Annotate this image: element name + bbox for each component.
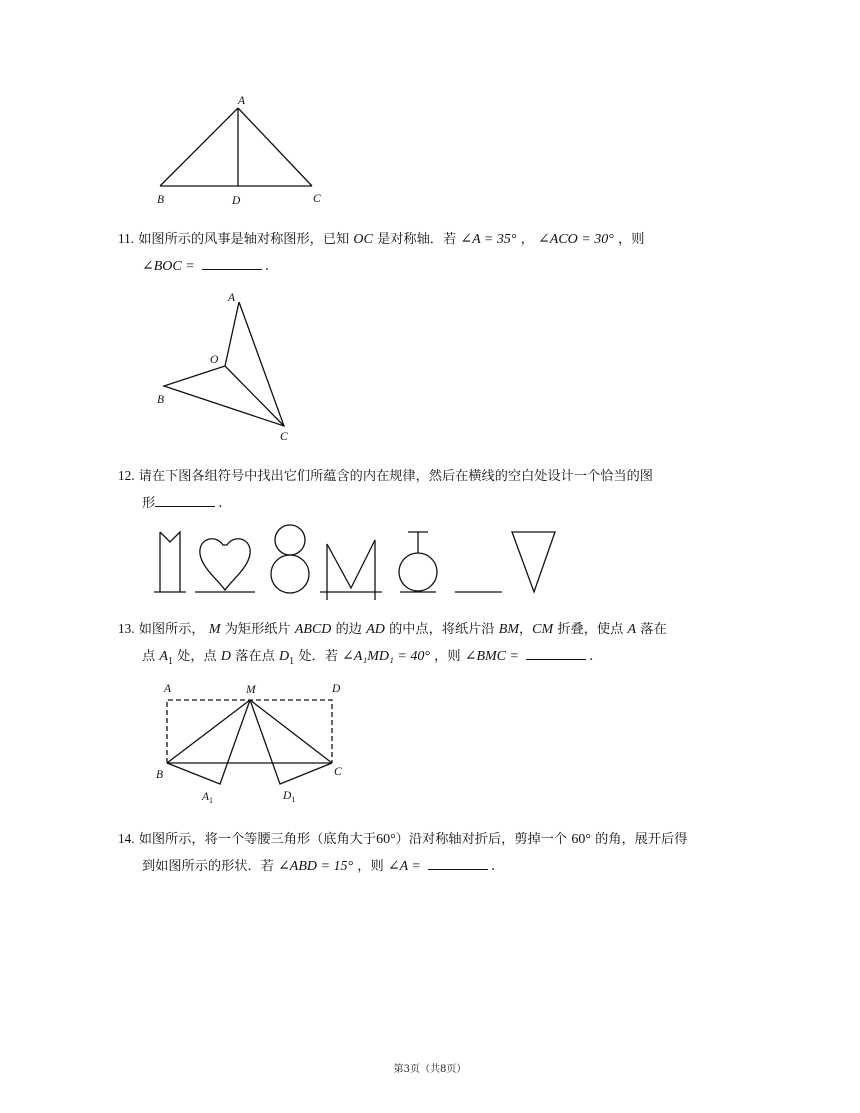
- q11-text3: ，则: [618, 232, 645, 247]
- q13-var-ad: AD: [366, 622, 385, 637]
- label-b: B: [157, 194, 165, 206]
- q14-line2: [118, 853, 768, 880]
- q11-text1: 如图所示的风事是轴对称图形，已知: [138, 232, 350, 247]
- q12-text: 请在下图各组符号中找出它们所蕴含的内在规律，然后在横线的空白处设计一个恰当的图: [138, 469, 653, 484]
- symbol-2-heart: [195, 539, 255, 592]
- q13-var-a: A: [627, 622, 637, 637]
- rectangle-dashed-edges: [167, 700, 332, 763]
- q11-number: 11.: [118, 231, 134, 246]
- label-c: C: [334, 766, 342, 778]
- q13-text: 处．若: [298, 649, 338, 664]
- kite-axis-oc: [225, 366, 284, 426]
- question-12: [118, 462, 768, 517]
- q14-text: ，则: [357, 859, 384, 874]
- question-13: [118, 615, 768, 675]
- q13-var-bm: BM: [498, 622, 519, 637]
- label-a1: $A_1$: [202, 791, 214, 805]
- label-d1: $D_1$: [283, 790, 296, 804]
- q11-eq1: ∠A = 35°: [460, 232, 517, 247]
- q13-text: 落在点: [235, 649, 275, 664]
- label-m: M: [246, 684, 256, 696]
- q13-text: 如图所示，: [138, 622, 205, 637]
- q13-text: 折叠，使点: [557, 622, 624, 637]
- q13-text: 点: [142, 649, 156, 664]
- label-a: A: [238, 95, 246, 107]
- figure-triangle-abd: [150, 88, 340, 208]
- q11-line1: 11. 如图所示的风事是轴对称图形，已知 OC 是对称轴．若 ∠A = 35° ， ∠ACO = 30° ，则: [118, 231, 645, 247]
- question-11: [118, 225, 768, 280]
- q12-text2: 形: [142, 496, 156, 511]
- q14-deg60: 60°: [376, 832, 396, 847]
- figure-folded-rectangle: [150, 680, 360, 810]
- q13-answer-blank[interactable]: [526, 645, 586, 660]
- q13-var-m: M: [208, 622, 221, 637]
- q13-number: 13.: [118, 621, 135, 636]
- q13-text: 处，点: [177, 649, 217, 664]
- q14-text: 如图所示，将一个等腰三角形（底角大于: [138, 832, 377, 847]
- q14-end: .: [491, 859, 496, 874]
- q13-end: .: [589, 649, 594, 664]
- figure-symbol-sequence: [150, 520, 570, 605]
- label-o: O: [210, 354, 219, 366]
- q13-text: ，则: [434, 649, 461, 664]
- line-bm: [167, 700, 250, 763]
- q13-line2: [118, 643, 768, 675]
- label-c: C: [280, 431, 288, 443]
- q13-line1: [118, 615, 768, 643]
- q12-number: 12.: [118, 468, 135, 483]
- q13-text: 为矩形纸片: [224, 622, 291, 637]
- q13-text: ，: [518, 622, 533, 637]
- q13-var-d1: $D_1$: [279, 649, 295, 667]
- question-14: [118, 825, 768, 880]
- q11-eq2: ∠ACO = 30°: [538, 232, 614, 247]
- q14-number: 14.: [118, 831, 135, 846]
- q11-line2: [118, 253, 768, 280]
- q13-text: 落在: [640, 622, 667, 637]
- label-d: D: [332, 683, 341, 695]
- q12-line2: [118, 490, 768, 517]
- q14-answer-blank[interactable]: [428, 855, 488, 870]
- q11-text2: 是对称轴．若: [377, 232, 457, 247]
- symbol-1: [154, 532, 186, 592]
- q13-var-cm: CM: [532, 622, 554, 637]
- label-b: B: [156, 769, 164, 781]
- q14-text: ）沿对称轴对折后，剪掉一个: [395, 832, 568, 847]
- label-a: A: [164, 683, 172, 695]
- q14-deg60: 60°: [571, 832, 591, 847]
- symbol-7-inverted-triangle: [512, 532, 555, 592]
- q14-line1: [118, 825, 768, 853]
- q14-text: 的角，展开后得: [595, 832, 688, 847]
- label-a: A: [228, 292, 236, 304]
- q11-var-oc: OC: [353, 232, 373, 247]
- page-footer: 第3页（共8页）: [393, 1064, 467, 1075]
- q14-text: 到如图所示的形状．若: [142, 859, 274, 874]
- q11-eq3: ∠BOC =: [142, 259, 195, 274]
- q11-end: .: [264, 259, 270, 274]
- q11-answer-blank[interactable]: [202, 255, 262, 270]
- q13-eq2: ∠BMC =: [464, 649, 519, 664]
- figure-kite: [150, 288, 300, 448]
- q13-var-abcd: ABCD: [294, 622, 332, 637]
- q13-text: 的边: [335, 622, 362, 637]
- q13-var-d: D: [220, 649, 232, 664]
- label-b: B: [157, 394, 165, 406]
- q13-eq1: ∠A₁MD₁ = 40°: [342, 649, 430, 664]
- line-cm: [250, 700, 332, 763]
- folded-flap-a1: [167, 700, 250, 784]
- q14-eq1: ∠ABD = 15°: [278, 859, 354, 874]
- side-ab: [160, 108, 238, 186]
- side-ac: [238, 108, 312, 186]
- symbol-4-m: [320, 540, 382, 600]
- q12-end: .: [218, 496, 223, 511]
- folded-flap-d1: [250, 700, 332, 784]
- q13-text: 的中点，将纸片沿: [389, 622, 495, 637]
- q13-var-a1: $A_1$: [159, 649, 173, 667]
- q12-answer-blank[interactable]: [155, 492, 215, 507]
- symbol-3-eight: [271, 525, 309, 593]
- label-d: D: [232, 195, 241, 207]
- q12-line1: [118, 462, 768, 490]
- q14-eq2: ∠A =: [387, 859, 421, 874]
- label-c: C: [313, 193, 321, 205]
- symbol-5-circle-stem: [399, 532, 437, 592]
